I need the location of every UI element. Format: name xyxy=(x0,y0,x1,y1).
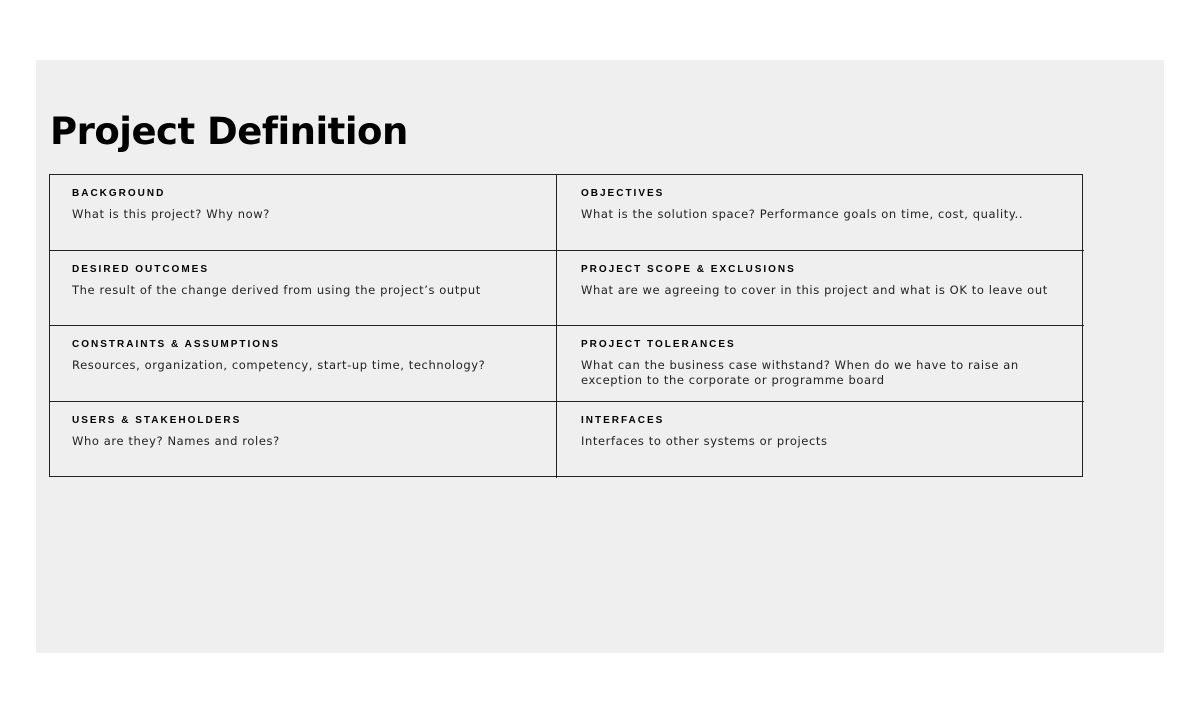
cell-description: What is this project? Why now? xyxy=(72,207,270,221)
cell-background xyxy=(50,175,557,251)
cell-description: Who are they? Names and roles? xyxy=(72,434,280,448)
cell-heading: CONSTRAINTS & ASSUMPTIONS xyxy=(72,339,280,350)
cell-interfaces xyxy=(557,402,1084,478)
cell-heading: PROJECT TOLERANCES xyxy=(581,339,736,350)
cell-objectives xyxy=(557,175,1084,251)
cell-heading: OBJECTIVES xyxy=(581,188,665,199)
cell-description: What can the business case withstand? When do we have to raise an exception to the corporate or programme board xyxy=(581,358,1019,387)
cell-description: The result of the change derived from using the project’s output xyxy=(72,283,481,297)
cell-description: Interfaces to other systems or projects xyxy=(581,434,828,448)
page-title: Project Definition xyxy=(50,110,408,153)
cell-description: What is the solution space? Performance goals on time, cost, quality.. xyxy=(581,207,1024,221)
cell-description: Resources, organization, competency, start-up time, technology? xyxy=(72,358,486,372)
cell-project-tolerances xyxy=(557,326,1084,402)
cell-description: What are we agreeing to cover in this project and what is OK to leave out xyxy=(581,283,1048,297)
cell-heading: PROJECT SCOPE & EXCLUSIONS xyxy=(581,264,796,275)
cell-users-stakeholders xyxy=(50,402,557,478)
cell-desired-outcomes xyxy=(50,251,557,326)
cell-heading: BACKGROUND xyxy=(72,188,166,199)
cell-constraints xyxy=(50,326,557,402)
cell-heading: DESIRED OUTCOMES xyxy=(72,264,210,275)
definition-grid xyxy=(49,174,1083,477)
cell-project-scope xyxy=(557,251,1084,326)
cell-heading: USERS & STAKEHOLDERS xyxy=(72,415,242,426)
cell-heading: INTERFACES xyxy=(581,415,665,426)
